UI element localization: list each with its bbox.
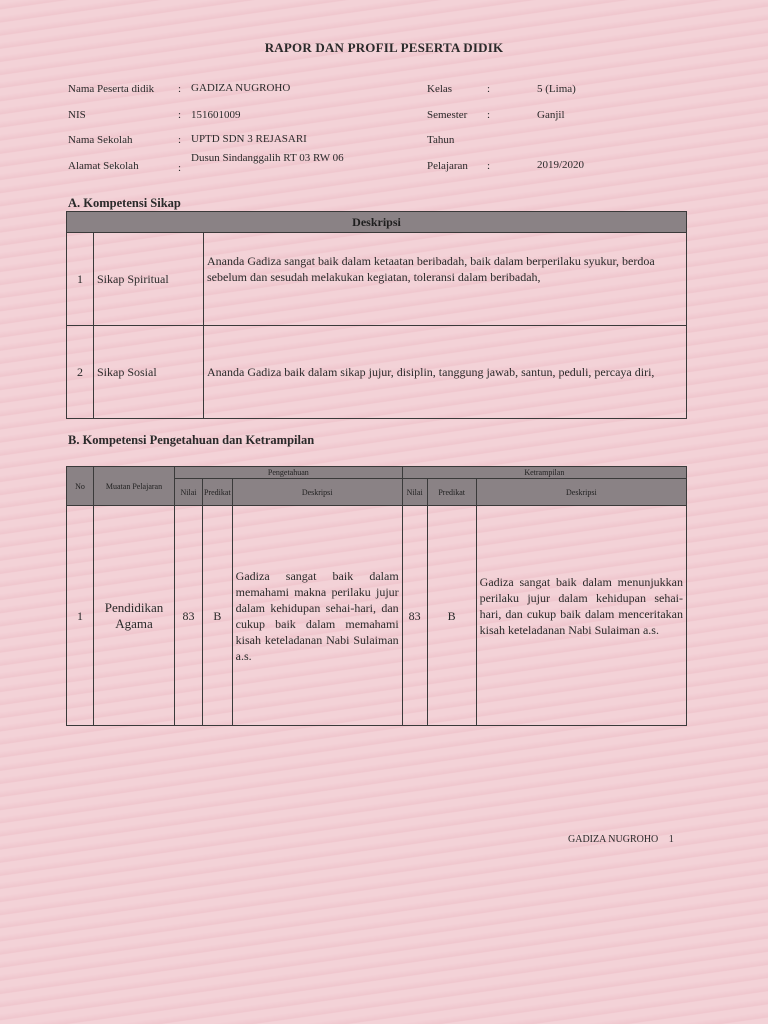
page-number: 1 [668, 834, 674, 845]
nis-value: 151601009 [191, 109, 241, 121]
col-p-nilai: Nilai [175, 479, 203, 506]
muatan-cell: Pendidikan Agama [94, 506, 175, 726]
aspek-cell: Sikap Spiritual [94, 233, 204, 326]
pengetahuan-table [66, 466, 687, 726]
sekolah-value: UPTD SDN 3 REJASARI [191, 133, 307, 145]
table-row [67, 326, 687, 419]
colon: : [178, 162, 182, 174]
group-header-row [67, 467, 687, 479]
col-k-nilai: Nilai [402, 479, 427, 506]
sekolah-label: Nama Sekolah [68, 134, 133, 146]
col-k-deskripsi: Deskripsi [476, 479, 686, 506]
p-nilai-cell: 83 [175, 506, 203, 726]
semester-value: Ganjil [537, 109, 565, 121]
colon: : [178, 134, 182, 146]
tahun-label: Tahun [427, 134, 455, 146]
col-k-predikat: Predikat [427, 479, 476, 506]
sikap-header: Deskripsi [67, 212, 687, 233]
pelajaran-value: 2019/2020 [537, 159, 585, 171]
k-predikat-cell: B [427, 506, 476, 726]
page-title: RAPOR DAN PROFIL PESERTA DIDIK [264, 40, 504, 55]
deskripsi-cell: Ananda Gadiza baik dalam sikap jujur, disiplin, tanggung jawab, santun, peduli, percaya diri, [204, 326, 687, 419]
alamat-label: Alamat Sekolah [68, 160, 139, 172]
nis-label: NIS [68, 109, 86, 121]
page-footer [568, 834, 674, 845]
colon: : [487, 160, 491, 172]
kelas-value: 5 (Lima) [537, 83, 576, 95]
pelajaran-label: Pelajaran [427, 160, 468, 172]
colon: : [178, 109, 182, 121]
col-p-deskripsi: Deskripsi [232, 479, 402, 506]
p-deskripsi-cell: Gadiza sangat baik dalam memahami makna perilaku jujur dalam kehidupan sehai-hari, dan cukup baik dalam memahami kisah keteladanan Nabi Sulaiman a.s. [232, 506, 402, 726]
col-no: No [67, 467, 94, 506]
sikap-header-row [67, 212, 687, 233]
row-no: 1 [67, 233, 94, 326]
section-a-heading: A. Kompetensi Sikap [68, 196, 181, 210]
alamat-value: Dusun Sindanggalih RT 03 RW 06 [191, 152, 344, 164]
k-deskripsi-cell: Gadiza sangat baik dalam menunjukkan perilaku jujur dalam kehidupan sehai-hari, dan cukup baik dalam menceritakan kisah keteladanan Nabi Sulaiman a.s. [476, 506, 686, 726]
deskripsi-cell: Ananda Gadiza sangat baik dalam ketaatan beribadah, baik dalam berperilaku syukur, berdoa sebelum dan sesudah melakukan kegiatan, toleransi dalam beribadah, [204, 233, 687, 326]
table-row [67, 506, 687, 726]
footer-name: GADIZA NUGROHO [568, 834, 659, 845]
col-ketrampilan: Ketrampilan [402, 467, 686, 479]
nama-label: Nama Peserta didik [68, 83, 155, 95]
nama-value: GADIZA NUGROHO [191, 82, 291, 94]
row-no: 2 [67, 326, 94, 419]
col-muatan: Muatan Pelajaran [94, 467, 175, 506]
row-no: 1 [67, 506, 94, 726]
sikap-table [66, 211, 687, 419]
col-p-predikat: Predikat [203, 479, 233, 506]
k-nilai-cell: 83 [402, 506, 427, 726]
kelas-label: Kelas [427, 83, 453, 95]
colon: : [487, 109, 491, 121]
aspek-cell: Sikap Sosial [94, 326, 204, 419]
section-b-heading: B. Kompetensi Pengetahuan dan Ketrampilan [68, 433, 315, 447]
col-pengetahuan: Pengetahuan [175, 467, 403, 479]
colon: : [487, 83, 491, 95]
semester-label: Semester [427, 109, 468, 121]
p-predikat-cell: B [203, 506, 233, 726]
colon: : [178, 83, 182, 95]
table-row [67, 233, 687, 326]
